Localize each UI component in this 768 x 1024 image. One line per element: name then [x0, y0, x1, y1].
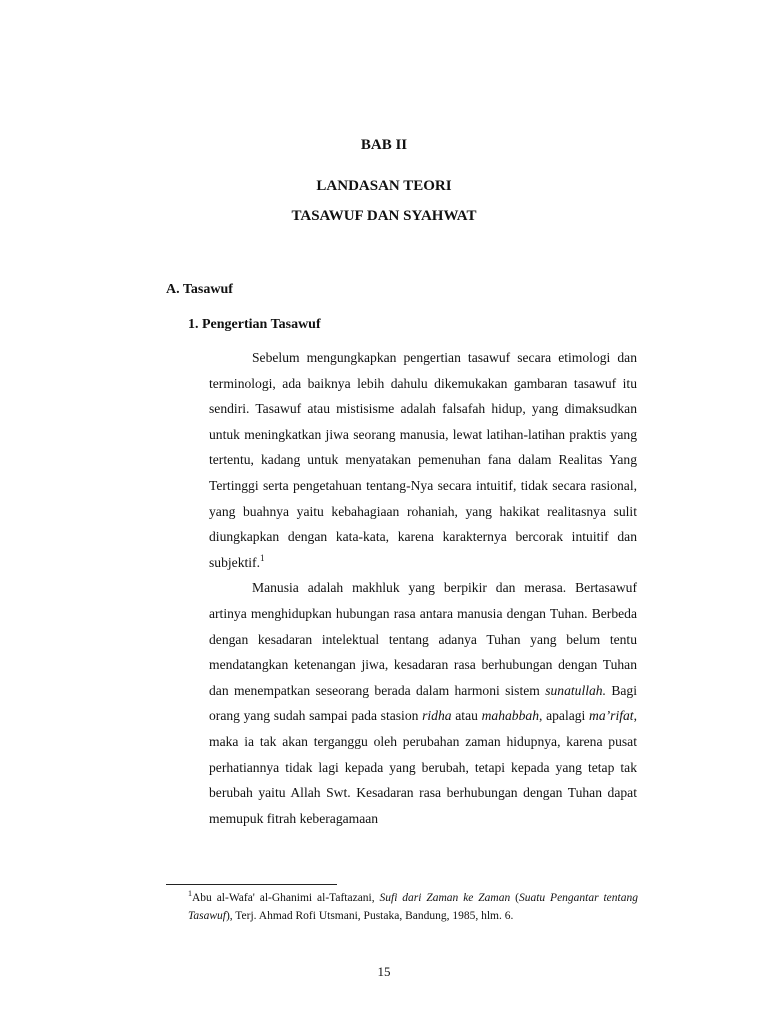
paragraph-1 — [209, 345, 637, 575]
paragraph-2-text-a: Manusia adalah makhluk yang berpikir dan merasa. Bertasawuf artinya menghidupkan hubungan rasa antara manusia dengan Tuhan. Berbeda dengan kesadaran intelektual tentang adanya Tuhan yang belum tentu mendatangkan ketenangan jiwa, kesadaran rasa berhubungan dengan Tuhan dan menempatkan seseorang berada dalam harmoni sistem — [209, 580, 637, 698]
footnote-paren: ( — [510, 892, 519, 904]
chapter-title: LANDASAN TEORI — [316, 178, 452, 194]
paragraph-1-text: Sebelum mengungkapkan pengertian tasawuf secara etimologi dan terminologi, ada baiknya lebih dahulu dikemukakan gambaran tasawuf itu sendiri. Tasawuf atau mistisisme adalah falsafah hidup, yang dimaksudkan untuk meningkatkan jiwa seorang manusia, lewat latihan-latihan praktis yang tertentu, kadang untuk menyatakan pemenuhan fana dalam Realitas Yang Tertinggi serta pengetahuan tentang-Nya secara intuitif, tidak secara rasional, yang buahnya yaitu kebahagiaan rohaniah, yang hakikat realitasnya sulit diungkapkan dengan kata-kata, karena karakternya bercorak intuitif dan subjektif. — [209, 350, 637, 570]
term-ridha: ridha — [422, 708, 452, 724]
chapter-subtitle: TASAWUF DAN SYAHWAT — [291, 208, 477, 224]
term-sunatullah: sunatullah. — [545, 682, 607, 698]
subsection-heading: 1. Pengertian Tasawuf — [188, 317, 321, 332]
footnote-book-title: Sufi dari Zaman ke Zaman — [379, 892, 511, 904]
paragraph-2-text-c: atau — [451, 708, 482, 724]
body-text — [209, 345, 637, 831]
chapter-label: BAB II — [360, 137, 408, 153]
footnote-book-subtitle: Suatu Pengantar tentang Tasawuf — [188, 892, 638, 922]
footnote-publication: ), Terj. Ahmad Rofi Utsmani, Pustaka, Bandung, 1985, hlm. 6. — [225, 910, 514, 922]
paragraph-2-text-e: , maka ia tak akan terganggu oleh perubahan zaman hidupnya, karena pusat perhatiannya tidak lagi kepada yang berubah, tetapi kepada yang tetap tak berubah yaitu Allah Swt. Kesadaran rasa berhubungan dengan Tuhan dapat memupuk fitrah keberagamaan — [209, 708, 637, 826]
footnote-reference: 1 — [259, 552, 265, 563]
footnote — [188, 889, 638, 925]
section-heading: A. Tasawuf — [166, 282, 233, 297]
footnote-divider — [166, 884, 337, 885]
paragraph-2 — [209, 575, 637, 831]
page-number: 15 — [377, 964, 391, 979]
term-marifat: ma’rifat — [589, 708, 634, 724]
paragraph-2-text-d: , apalagi — [539, 708, 590, 724]
footnote-author: Abu al-Wafa' al-Ghanimi al-Taftazani, — [192, 892, 380, 904]
paragraph-2-text-b: Bagi orang yang sudah sampai pada stasion — [209, 682, 638, 724]
footnote-number: 1 — [188, 889, 192, 898]
term-mahabbah: mahabbah — [481, 708, 539, 724]
